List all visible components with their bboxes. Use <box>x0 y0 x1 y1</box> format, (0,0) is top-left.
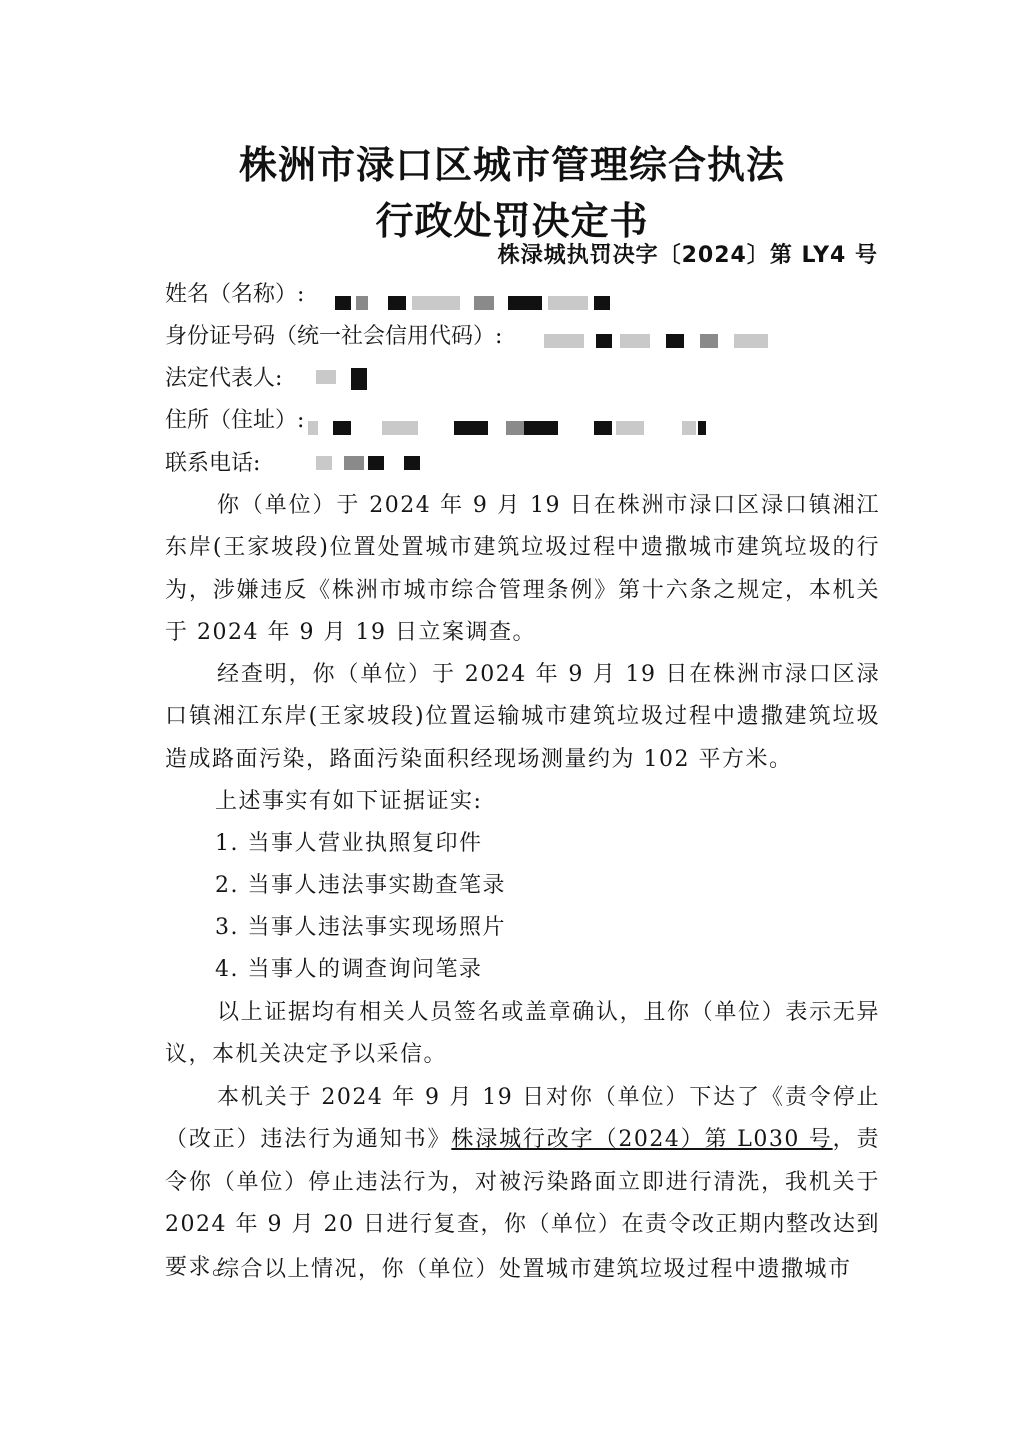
phone-label: 联系电话: <box>165 451 261 476</box>
legal-representative-label: 法定代表人: <box>165 366 283 391</box>
address-label: 住所（住址）: <box>165 408 305 433</box>
paragraph-summary: 综合以上情况，你（单位）处置城市建筑垃圾过程中遗撒城市 <box>217 1257 852 1282</box>
id-number-label: 身份证号码（统一社会信用代码）: <box>165 324 503 349</box>
paragraph-evidence-confirmation: 以上证据均有相关人员签名或盖章确认，且你（单位）表示无异议，本机关决定予以采信。 <box>165 1000 880 1068</box>
correction-order-text-cont: ，责令你（单位）停止违法行为，对被污染路面立即进行清洗，我机关于 2024 年 9 月 20 日进行复查，你（单位）在责令改正期内整改达到要求。 <box>165 1127 880 1280</box>
paragraph-findings: 经查明，你（单位）于 2024 年 9 月 19 日在株洲市渌口区渌口镇湘江东岸(王家坡段)位置运输城市建筑垃圾过程中遗撒建筑垃圾造成路面污染，路面污染面积经现场测量约为 102 平方米。 <box>165 662 880 772</box>
document-title-line1: 株洲市渌口区城市管理综合执法 <box>238 143 785 187</box>
correction-order-text: 本机关于 2024 年 9 月 19 日对你（单位）下达了《责令停止（改正）违法行为通知书》 <box>165 1085 880 1153</box>
evidence-item: 1. 当事人营业执照复印件 <box>215 831 483 856</box>
name-label: 姓名（名称）: <box>165 282 305 307</box>
correction-order-reference: 株渌城行改字（2024）第 L030 号 <box>451 1127 833 1153</box>
document-number: 株渌城执罚决字〔2024〕第 LY4 号 <box>497 243 878 268</box>
document-title-line2: 行政处罚决定书 <box>375 199 649 243</box>
evidence-intro: 上述事实有如下证据证实: <box>215 789 483 814</box>
evidence-item: 3. 当事人违法事实现场照片 <box>215 915 506 940</box>
evidence-item: 2. 当事人违法事实勘查笔录 <box>215 873 506 898</box>
evidence-item: 4. 当事人的调查询问笔录 <box>215 957 483 982</box>
paragraph-case-filing: 你（单位）于 2024 年 9 月 19 日在株洲市渌口区渌口镇湘江东岸(王家坡段)位置处置城市建筑垃圾过程中遗撒城市建筑垃圾的行为，涉嫌违反《株洲市城市综合管理条例》第十六条之规定，本机关于 2024 年 9 月 19 日立案调查。 <box>165 493 880 646</box>
